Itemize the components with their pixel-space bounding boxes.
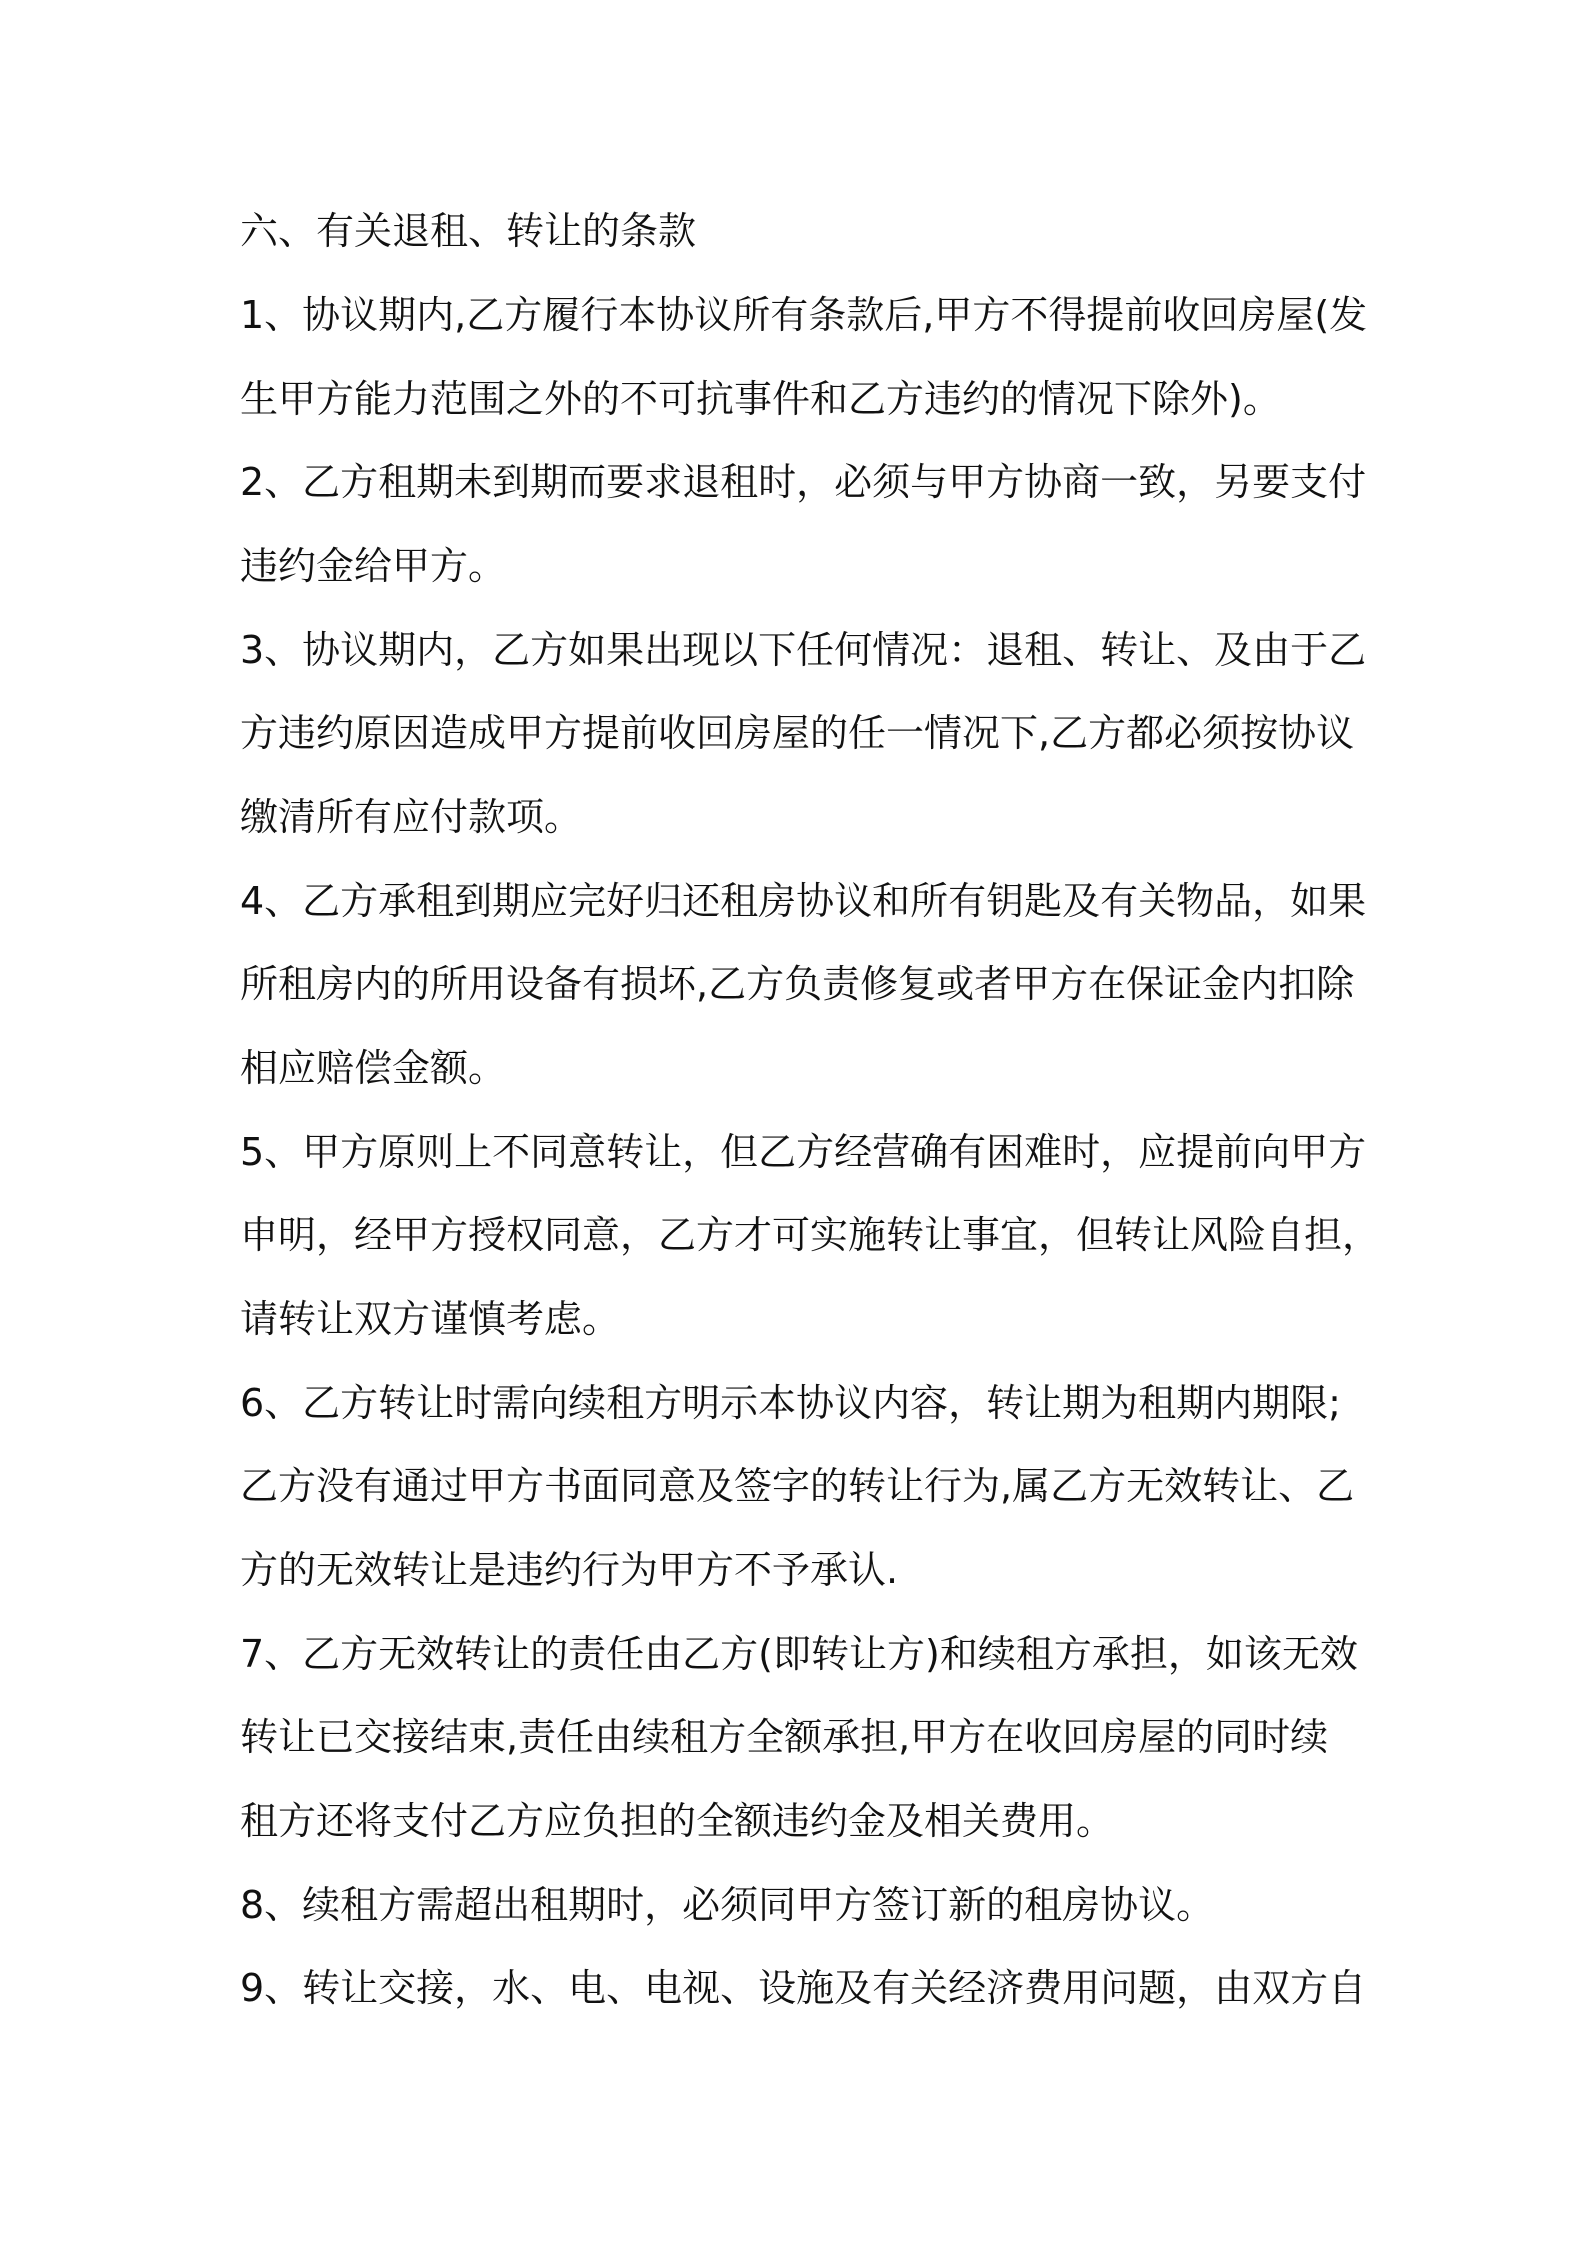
clause-2-line-2: 违约金给甲方。 [240, 544, 507, 588]
clause-4-line-1: 4、乙方承租到期应完好归还租房协议和所有钥匙及有关物品，如果 [240, 879, 1367, 923]
clause-9-line-1: 9、转让交接，水、电、电视、设施及有关经济费用问题，由双方自 [240, 1966, 1367, 2010]
clause-5-line-3: 请转让双方谨慎考虑。 [240, 1297, 621, 1341]
clause-6-line-1: 6、乙方转让时需向续租方明示本协议内容，转让期为租期内期限; [240, 1381, 1341, 1425]
clause-5-line-1: 5、甲方原则上不同意转让，但乙方经营确有困难时，应提前向甲方 [240, 1130, 1367, 1174]
clause-6-line-3: 方的无效转让是违约行为甲方不予承认. [240, 1548, 899, 1592]
clause-4-line-2: 所租房内的所用设备有损坏,乙方负责修复或者甲方在保证金内扣除 [240, 962, 1355, 1006]
clause-2-line-1: 2、乙方租期未到期而要求退租时，必须与甲方协商一致，另要支付 [240, 460, 1367, 504]
clause-3-line-2: 方违约原因造成甲方提前收回房屋的任一情况下,乙方都必须按协议 [240, 711, 1355, 755]
clause-3-line-1: 3、协议期内，乙方如果出现以下任何情况：退租、转让、及由于乙 [240, 628, 1367, 672]
clause-4-line-3: 相应赔偿金额。 [240, 1046, 507, 1090]
clause-1-line-1: 1、协议期内,乙方履行本协议所有条款后,甲方不得提前收回房屋(发 [240, 293, 1368, 337]
section-heading: 六、有关退租、转让的条款 [240, 209, 697, 253]
clause-8-line-1: 8、续租方需超出租期时，必须同甲方签订新的租房协议。 [240, 1883, 1215, 1927]
clause-7-line-1: 7、乙方无效转让的责任由乙方(即转让方)和续租方承担，如该无效 [240, 1632, 1358, 1676]
clause-7-line-2: 转让已交接结束,责任由续租方全额承担,甲方在收回房屋的同时续 [240, 1715, 1329, 1759]
clause-3-line-3: 缴清所有应付款项。 [240, 795, 583, 839]
clause-1-line-2: 生甲方能力范围之外的不可抗事件和乙方违约的情况下除外)。 [240, 377, 1281, 421]
clause-6-line-2: 乙方没有通过甲方书面同意及签字的转让行为,属乙方无效转让、乙 [240, 1464, 1355, 1508]
clause-5-line-2: 申明，经甲方授权同意，乙方才可实施转让事宜，但转让风险自担， [240, 1213, 1381, 1257]
clause-7-line-3: 租方还将支付乙方应负担的全额违约金及相关费用。 [240, 1799, 1115, 1843]
